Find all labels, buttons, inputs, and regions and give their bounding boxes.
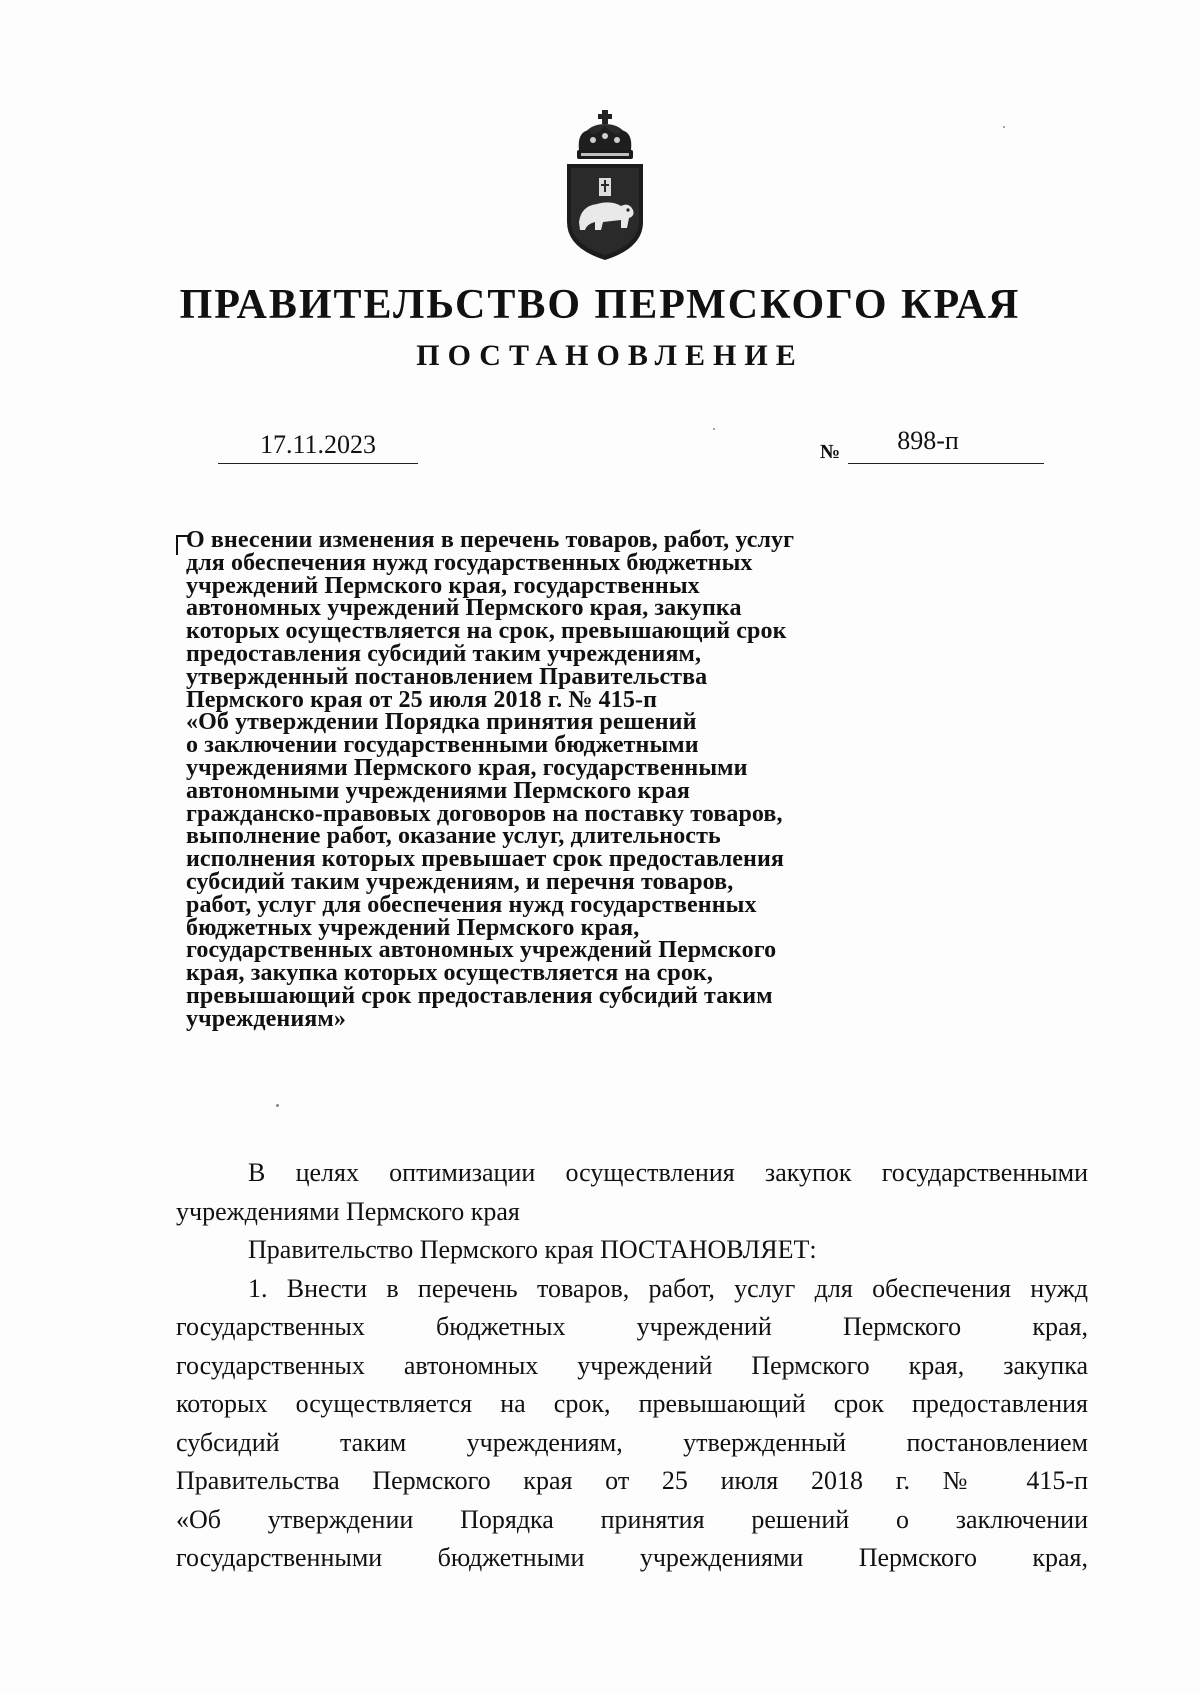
scan-speck xyxy=(1003,126,1005,128)
document-number: 898-п xyxy=(897,426,959,455)
subject-line: края, закупка которых осуществляется на срок, xyxy=(186,960,713,987)
subject-line: субсидий таким учреждениям, и перечня товаров, xyxy=(186,868,734,895)
body-paragraph-3-line: 1. Внести в перечень товаров, работ, услуг для обеспечения нужд xyxy=(248,1273,1088,1303)
body-paragraph-3-line: государственных автономных учреждений Пермского края, закупка xyxy=(176,1350,1088,1380)
subject-line: утвержденный постановлением Правительства xyxy=(186,663,708,690)
scan-speck xyxy=(713,428,715,430)
subject-line: автономных учреждений Пермского края, закупка xyxy=(186,595,742,622)
body-paragraph-3-line: которых осуществляется на срок, превышающий срок предоставления xyxy=(176,1389,1088,1418)
subject-line: превышающий срок предоставления субсидий таким xyxy=(186,982,773,1009)
organization-title: ПРАВИТЕЛЬСТВО ПЕРМСКОГО КРАЯ xyxy=(179,282,1021,328)
subject-line: предоставления субсидий таким учреждениям, xyxy=(186,640,702,667)
subject-line: государственных автономных учреждений Пермского xyxy=(186,937,777,964)
body-paragraph-3-line: «Об утверждении Порядка принятия решений о заключении xyxy=(176,1504,1088,1534)
subject-line: учреждениями Пермского края, государственными xyxy=(186,754,748,781)
body-paragraph-1-line: В целях оптимизации осуществления закупок государственными xyxy=(248,1158,1088,1187)
subject-line: автономными учреждениями Пермского края xyxy=(186,777,691,804)
document-number-field xyxy=(848,423,1044,464)
document-type-title: ПОСТАНОВЛЕНИЕ xyxy=(416,339,804,372)
document-date: 17.11.2023 xyxy=(218,427,418,464)
subject-line: исполнения которых превышает срок предоставления xyxy=(186,846,784,873)
body-paragraph-3-line: государственных бюджетных учреждений Пермского края, xyxy=(176,1312,1088,1341)
subject-line: для обеспечения нужд государственных бюджетных xyxy=(186,549,753,576)
subject-line: о заключении государственными бюджетными xyxy=(186,732,699,759)
body-paragraph-1-line: учреждениями Пермского края xyxy=(176,1196,520,1226)
scan-speck xyxy=(276,1104,279,1107)
document-subject xyxy=(186,529,906,1031)
subject-line: Пермского края от 25 июля 2018 г. № 415-п xyxy=(186,686,657,713)
body-paragraph-3-line: государственными бюджетными учреждениями Пермского края, xyxy=(176,1543,1088,1572)
perm-krai-coat-of-arms-icon xyxy=(563,110,647,262)
body-paragraph-3-line: субсидий таким учреждениям, утвержденный постановлением xyxy=(176,1427,1088,1457)
subject-line: учреждениям» xyxy=(186,1005,346,1032)
subject-line: работ, услуг для обеспечения нужд государственных xyxy=(186,891,757,918)
subject-line: О внесении изменения в перечень товаров, работ, услуг xyxy=(186,527,795,553)
body-paragraph-3-line: Правительства Пермского края от 25 июля 2018 г. № 415-п xyxy=(176,1466,1088,1495)
subject-line: бюджетных учреждений Пермского края, xyxy=(186,914,640,941)
subject-line: которых осуществляется на срок, превышающий срок xyxy=(186,618,787,645)
subject-line: учреждений Пермского края, государственных xyxy=(186,572,700,599)
subject-line: «Об утверждении Порядка принятия решений xyxy=(186,709,697,736)
body-paragraph-2: Правительство Пермского края ПОСТАНОВЛЯЕТ: xyxy=(248,1235,817,1264)
subject-line: гражданско-правовых договоров на поставку товаров, xyxy=(186,800,783,827)
document-body xyxy=(176,1154,1088,1578)
subject-line: выполнение работ, оказание услуг, длительность xyxy=(186,823,721,850)
number-prefix: № xyxy=(820,441,841,463)
